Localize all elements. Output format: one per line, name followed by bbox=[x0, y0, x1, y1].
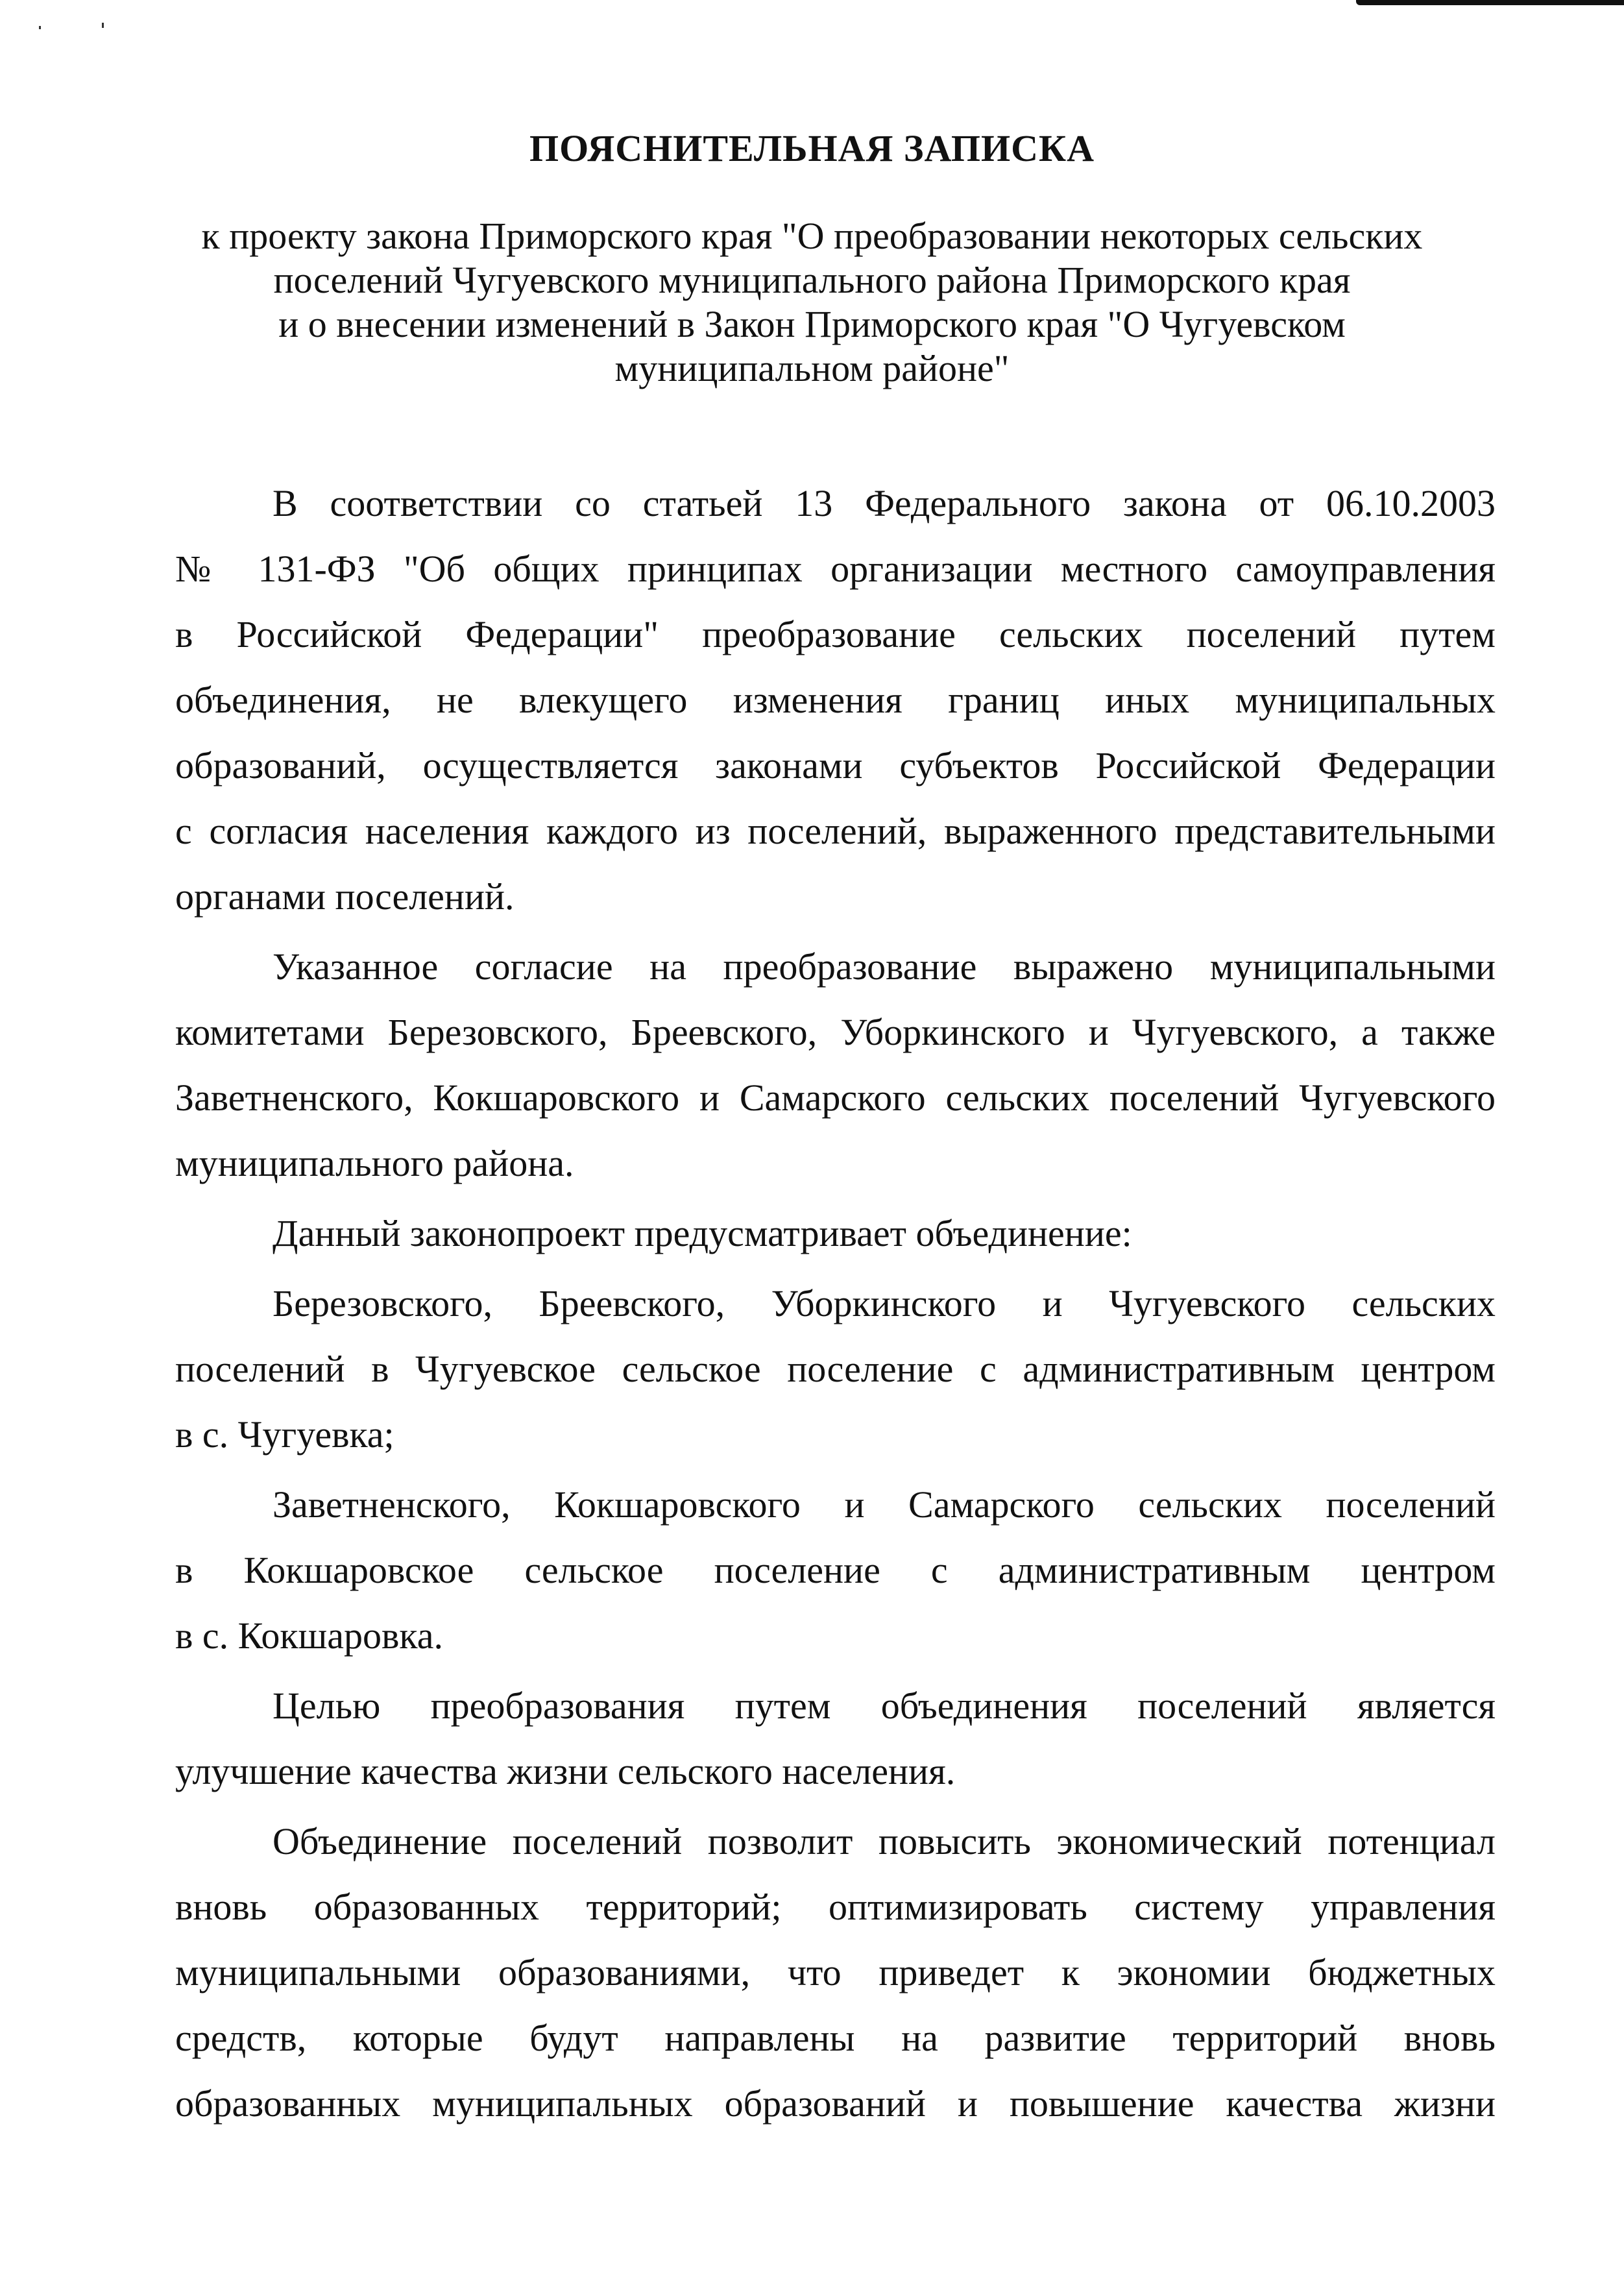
subtitle-line: и о внесении изменений в Закон Приморского края "О Чугуевском bbox=[278, 303, 1346, 345]
text-line: поселений в Чугуевское сельское поселение с административным центром bbox=[175, 1348, 1496, 1390]
document-body bbox=[175, 470, 1496, 2141]
scan-speck bbox=[39, 26, 41, 29]
text-line: в Кокшаровское сельское поселение с административным центром bbox=[175, 1549, 1496, 1591]
text-line: улучшение качества жизни сельского населения. bbox=[175, 1750, 956, 1792]
text-line: Березовского, Бреевского, Уборкинского и Чугуевского сельских bbox=[273, 1282, 1496, 1324]
subtitle-line: муниципальном районе" bbox=[614, 347, 1010, 389]
text-line: с согласия населения каждого из поселений, выраженного представительными bbox=[175, 810, 1496, 852]
text-line: в с. Чугуевка; bbox=[175, 1413, 394, 1456]
paragraph bbox=[175, 1271, 1496, 1467]
document-title: ПОЯСНИТЕЛЬНАЯ ЗАПИСКА bbox=[529, 127, 1095, 169]
text-line: Заветненского, Кокшаровского и Самарского сельских поселений Чугуевского bbox=[175, 1077, 1496, 1119]
paragraph bbox=[175, 934, 1496, 1196]
paragraph bbox=[175, 1673, 1496, 1804]
paragraph bbox=[175, 470, 1496, 929]
scan-edge-mark bbox=[1356, 0, 1624, 5]
text-line: вновь образованных территорий; оптимизировать систему управления bbox=[175, 1886, 1496, 1928]
text-line: Указанное согласие на преобразование выражено муниципальными bbox=[273, 945, 1496, 988]
text-line: объединения, не влекущего изменения границ иных муниципальных bbox=[175, 679, 1496, 721]
text-line: образованных муниципальных образований и повышение качества жизни bbox=[175, 2082, 1496, 2125]
text-line: муниципального района. bbox=[175, 1142, 574, 1184]
text-line: образований, осуществляется законами субъектов Российской Федерации bbox=[175, 744, 1496, 786]
text-line: в Российской Федерации" преобразование сельских поселений путем bbox=[175, 613, 1496, 655]
text-line: Объединение поселений позволит повысить экономический потенциал bbox=[273, 1820, 1496, 1862]
text-line: комитетами Березовского, Бреевского, Уборкинского и Чугуевского, а также bbox=[175, 1011, 1496, 1053]
paragraph bbox=[175, 1809, 1496, 2136]
text-line: муниципальными образованиями, что приведет к экономии бюджетных bbox=[175, 1951, 1496, 1993]
text-line: органами поселений. bbox=[175, 875, 515, 918]
text-line: Данный законопроект предусматривает объединение: bbox=[273, 1212, 1132, 1254]
text-line: Целью преобразования путем объединения поселений является bbox=[273, 1685, 1496, 1727]
text-line: средств, которые будут направлены на развитие территорий вновь bbox=[175, 2017, 1496, 2059]
subtitle-line: к проекту закона Приморского края "О преобразовании некоторых сельских bbox=[201, 215, 1423, 257]
paragraph bbox=[175, 1200, 1496, 1266]
text-line: Заветненского, Кокшаровского и Самарского сельских поселений bbox=[273, 1483, 1496, 1526]
text-line: В соответствии со статьей 13 Федерального закона от 06.10.2003 bbox=[273, 482, 1496, 524]
document-subtitle bbox=[0, 214, 1624, 391]
text-line: № 131-ФЗ "Об общих принципах организации местного самоуправления bbox=[175, 548, 1496, 590]
scan-speck bbox=[102, 23, 104, 28]
text-line: в с. Кокшаровка. bbox=[175, 1615, 443, 1657]
subtitle-line: поселений Чугуевского муниципального района Приморского края bbox=[273, 259, 1351, 301]
paragraph bbox=[175, 1472, 1496, 1668]
